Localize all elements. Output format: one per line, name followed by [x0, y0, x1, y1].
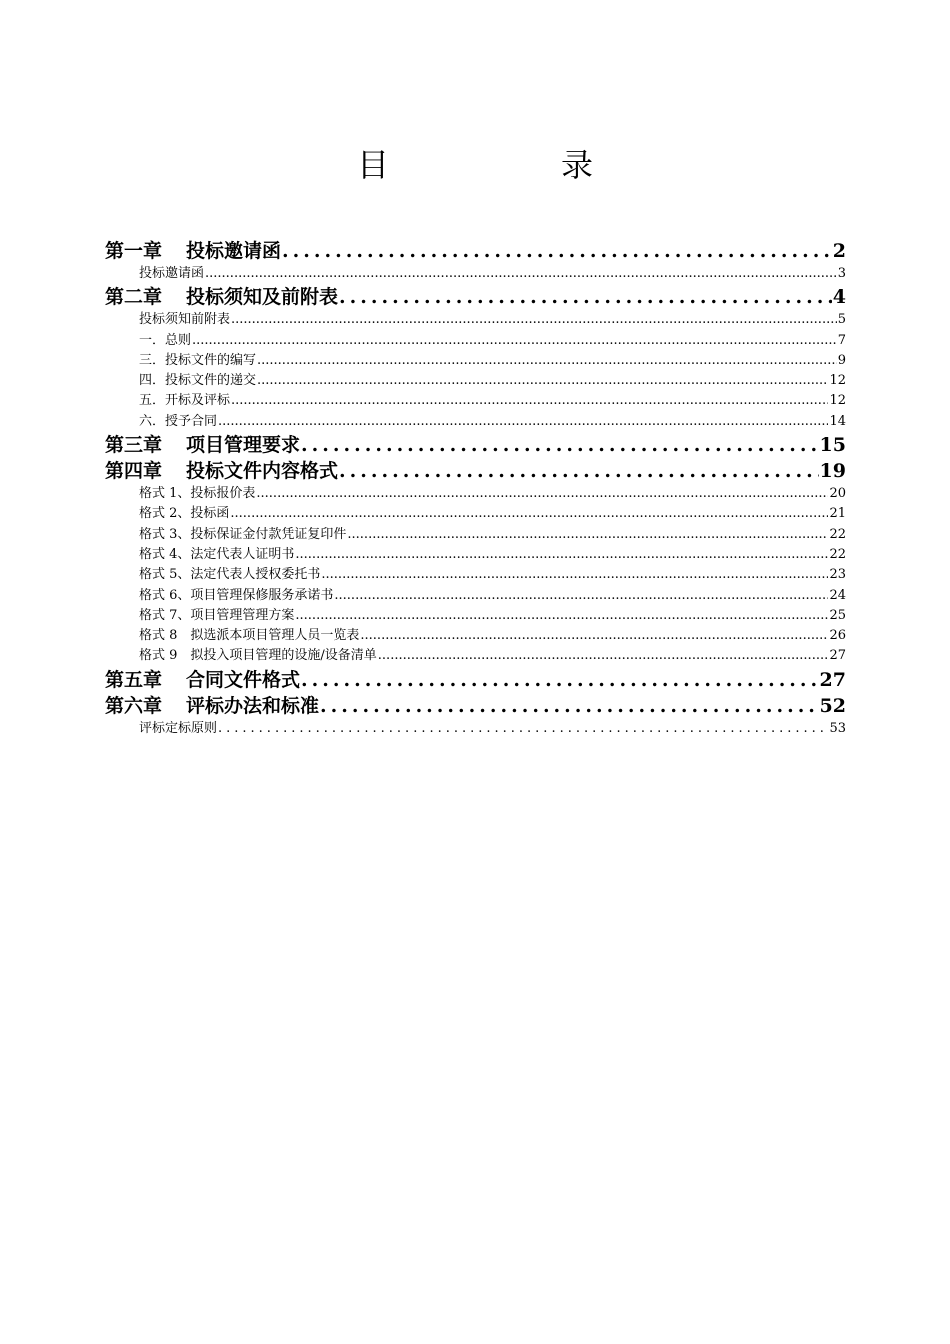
toc-entry-section[interactable]	[105, 626, 846, 646]
toc-entry-text: 格式 3、投标保证金付款凭证复印件	[139, 526, 347, 542]
toc-entry-chapter[interactable]	[105, 284, 846, 310]
toc-entry-section[interactable]	[105, 412, 846, 432]
toc-page-number: 3	[837, 266, 846, 281]
toc-page-number: 19	[819, 460, 846, 483]
leader-dots	[295, 606, 828, 626]
toc-page-number: 7	[837, 332, 846, 348]
toc-page-number: 2	[832, 240, 846, 262]
toc-page-number: 15	[819, 434, 846, 457]
toc-entry-section[interactable]	[105, 504, 846, 524]
leader-dots	[339, 284, 832, 310]
toc-entry-text: 六．授予合同	[139, 413, 218, 429]
toc-page-number: 26	[829, 628, 846, 644]
leader-dots	[321, 565, 828, 585]
toc-page-number: 22	[829, 546, 846, 562]
chapter-label: 第五章	[105, 668, 163, 691]
toc-entry-section[interactable]	[105, 586, 846, 606]
toc-page-number: 25	[829, 607, 846, 623]
toc-page-number: 22	[829, 526, 846, 542]
toc-entry-text: 格式 8 拟选派本项目管理人员一览表	[139, 628, 360, 644]
leader-dots	[218, 719, 828, 739]
toc-entry-chapter[interactable]	[105, 238, 846, 264]
toc-entry-text: 评标办法和标准	[186, 694, 320, 717]
toc-page-number: 24	[829, 587, 846, 603]
leader-dots	[301, 432, 819, 458]
toc-entry-text: 合同文件格式	[186, 668, 301, 691]
toc-entry-text: 投标邀请函	[139, 266, 205, 281]
toc-entry-chapter[interactable]	[105, 432, 846, 458]
leader-dots	[378, 646, 829, 666]
leader-dots	[282, 238, 832, 264]
toc-entry-text: 投标邀请函	[186, 240, 282, 262]
leader-dots	[339, 458, 819, 484]
toc-page-number: 27	[829, 648, 846, 664]
toc-entry-text: 格式 7、项目管理管理方案	[139, 607, 295, 623]
leader-dots	[257, 351, 837, 371]
toc-entry-text: 格式 4、法定代表人证明书	[139, 546, 295, 562]
leader-dots	[360, 626, 828, 646]
toc-entry-text: 投标须知前附表	[139, 312, 231, 328]
toc-entry-text: 项目管理要求	[186, 434, 301, 457]
toc-entry-section[interactable]	[105, 606, 846, 626]
toc-page-number: 52	[819, 694, 846, 717]
toc-page-number: 21	[829, 506, 846, 522]
table-of-contents	[105, 238, 846, 739]
toc-entry-text: 评标定标原则	[139, 720, 218, 736]
leader-dots	[295, 545, 828, 565]
toc-entry-chapter[interactable]	[105, 667, 846, 693]
toc-page-number: 12	[829, 393, 846, 409]
toc-entry-text: 格式 9 拟投入项目管理的设施/设备清单	[139, 648, 377, 664]
chapter-label: 第六章	[105, 694, 163, 717]
leader-dots	[192, 331, 837, 351]
leader-dots	[301, 667, 819, 693]
toc-page-number: 27	[819, 668, 846, 691]
toc-entry-section[interactable]	[105, 545, 846, 565]
toc-page-number: 53	[829, 720, 846, 736]
toc-entry-section[interactable]	[105, 351, 846, 371]
toc-entry-text: 格式 2、投标函	[139, 506, 230, 522]
toc-page-number: 5	[837, 312, 846, 328]
toc-entry-section[interactable]	[105, 525, 846, 545]
toc-entry-section[interactable]	[105, 371, 846, 391]
toc-entry-text: 五．开标及评标	[139, 393, 231, 409]
toc-entry-text: 格式 1、投标报价表	[139, 486, 256, 502]
toc-page-number: 14	[829, 413, 846, 429]
toc-entry-text: 投标须知及前附表	[186, 286, 339, 309]
leader-dots	[256, 484, 828, 504]
leader-dots	[257, 371, 828, 391]
toc-page-number: 12	[829, 373, 846, 389]
toc-entry-section[interactable]	[105, 391, 846, 411]
leader-dots	[231, 391, 828, 411]
toc-page-number: 23	[829, 567, 846, 583]
toc-entry-text: 三．投标文件的编写	[139, 352, 257, 368]
toc-page-number: 4	[832, 286, 846, 309]
toc-entry-chapter[interactable]	[105, 693, 846, 719]
leader-dots	[334, 586, 828, 606]
toc-entry-text: 格式 6、项目管理保修服务承诺书	[139, 587, 334, 603]
chapter-label: 第一章	[105, 240, 163, 262]
toc-page-number: 20	[829, 486, 846, 502]
toc-entry-text: 格式 5、法定代表人授权委托书	[139, 567, 321, 583]
toc-entry-text: 四．投标文件的递交	[139, 373, 257, 389]
leader-dots	[205, 264, 837, 284]
page-title: 目 录	[356, 146, 663, 184]
toc-entry-section[interactable]	[105, 565, 846, 585]
leader-dots	[231, 310, 837, 330]
toc-entry-section[interactable]	[105, 310, 846, 330]
leader-dots	[320, 693, 819, 719]
leader-dots	[347, 525, 828, 545]
toc-entry-section[interactable]	[105, 264, 846, 284]
toc-entry-section[interactable]	[105, 484, 846, 504]
chapter-label: 第二章	[105, 286, 163, 309]
chapter-label: 第三章	[105, 434, 163, 457]
chapter-label: 第四章	[105, 460, 163, 483]
toc-entry-text: 一．总则	[139, 332, 192, 348]
toc-entry-text: 投标文件内容格式	[186, 460, 339, 483]
toc-page-number: 9	[837, 352, 846, 368]
leader-dots	[230, 504, 828, 524]
toc-entry-section[interactable]	[105, 646, 846, 666]
toc-entry-section[interactable]	[105, 331, 846, 351]
toc-entry-chapter[interactable]	[105, 458, 846, 484]
toc-entry-section[interactable]	[105, 719, 846, 739]
leader-dots	[218, 412, 828, 432]
